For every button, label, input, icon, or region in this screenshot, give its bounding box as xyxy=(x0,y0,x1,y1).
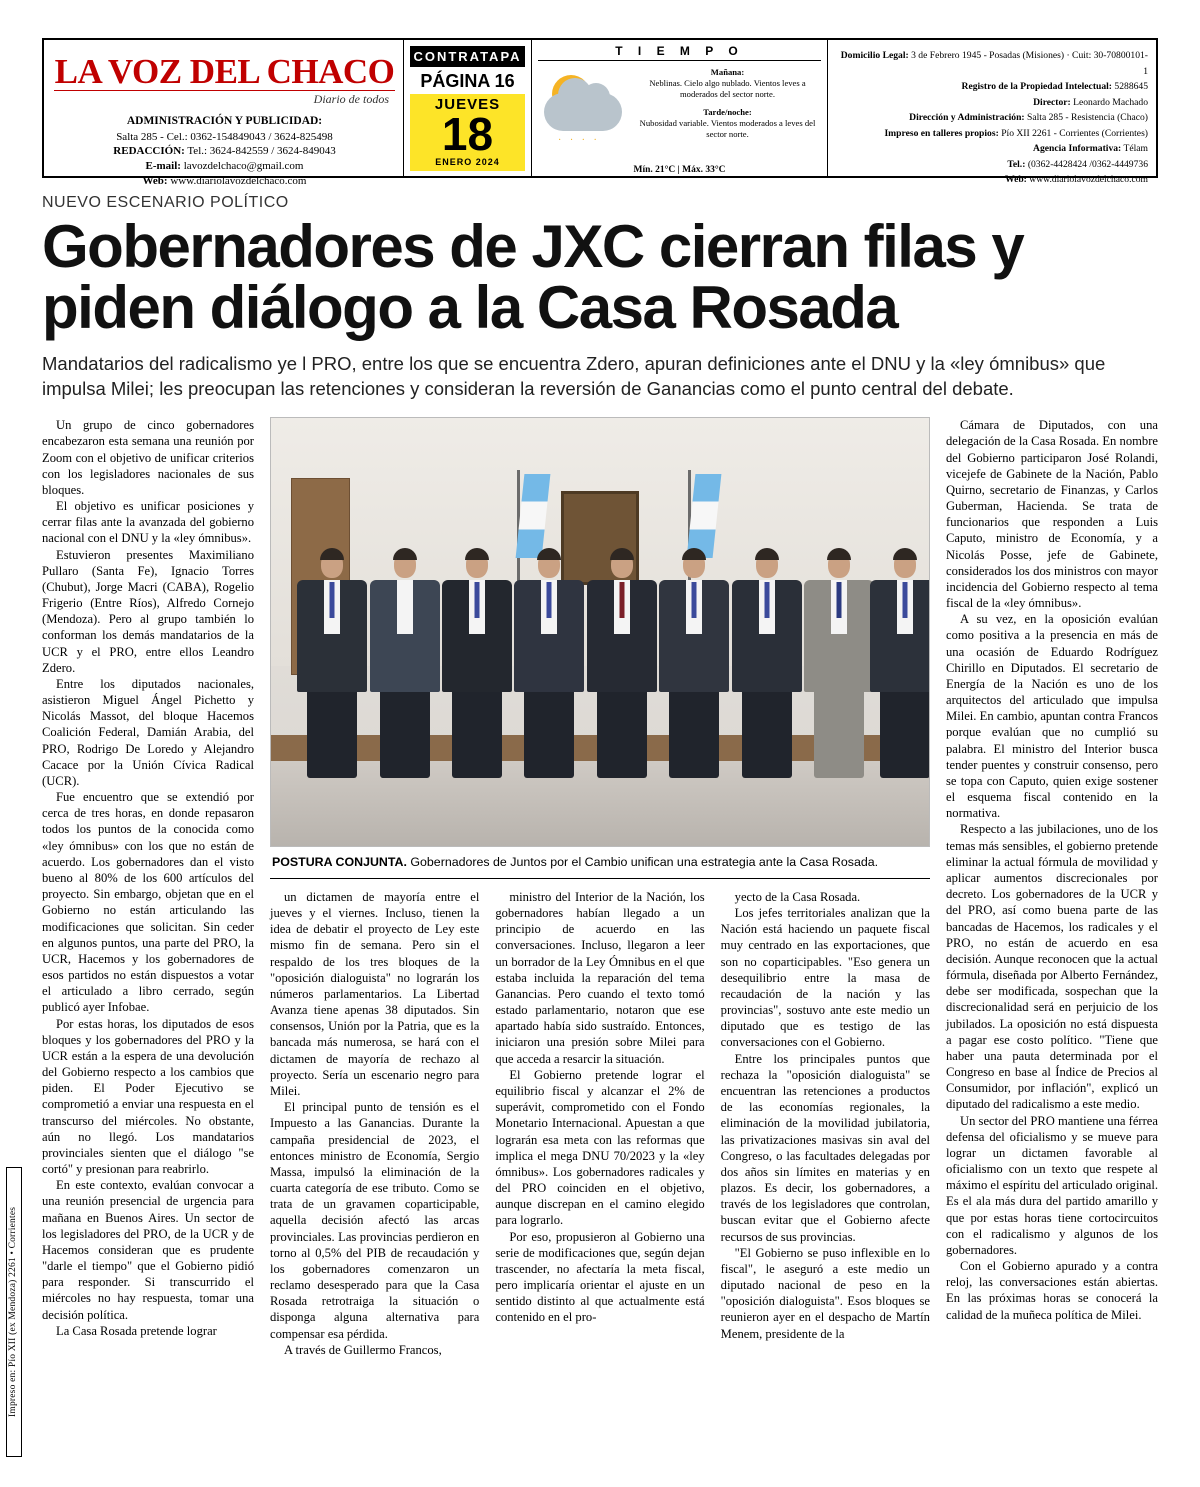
contratapa-block xyxy=(404,40,532,176)
legal-row xyxy=(836,172,1148,188)
legal-row xyxy=(836,95,1148,111)
legal-value: Pío XII 2261 - Corrientes (Corrientes) xyxy=(1001,127,1148,139)
article-center-block xyxy=(270,417,930,1358)
date-block xyxy=(410,94,525,171)
paragraph: Un grupo de cinco gobernadores encabezaron esta semana una reunión por Zoom con el objetivo de unificar criterios con los legisladores nacionales de sus bloques. xyxy=(42,418,254,497)
contratapa-label: CONTRATAPA xyxy=(410,46,525,67)
legal-value: 3 de Febrero 1945 - Posadas (Misiones) · Cuit: 30-70800101-1 xyxy=(911,50,1148,77)
weather-evening-text: Nubosidad variable. Vientos moderados a leves del sector norte. xyxy=(639,117,816,139)
paragraph: Estuvieron presentes Maximiliano Pullaro (Santa Fe), Ignacio Torres (Chubut), Jorge Macri (CABA), Rogelio Frigerio (Entre Ríos), Alfredo Cornejo (Mendoza). Pero al grupo también lo conforman los demás mandatarios de la UCR y el PRO, entre ellos Leandro Zdero. xyxy=(42,547,254,675)
paragraph: Fue encuentro que se extendió por cerca de tres horas, en donde repasaron todos los puntos de la conocida como «ley ómnibus» con los que no están de acuerdo. Los gobernadores dan el visto bueno al 80% de los 600 artículos del proyecto. Sin embargo, objetan que en el Gobierno no están articulando las modificaciones que solicitan. Sin ceder en algunos puntos, una parte del PRO, la UCR, Hacemos y los gobernadores de esos partidos no están dispuestos a votar el articulado a libro cerrado, según publicó ayer Infobae. xyxy=(42,790,254,1015)
paragraph: Respecto a las jubilaciones, uno de los temas más sensibles, el gobierno pretende eliminar la actual fórmula de movilidad y aplicar aumentos discrecionales por decreto. Los gobernadores de la UCR y del PRO, así como buena parte de las bancadas de Hacemos, los radicales y el PRO, no están de acuerdo en esa decisión. Aunque reconocen que la actual fórmula, diseñada por Alberto Fernández, debe ser modificada, sospechan que la discrecionalidad será en perjuicio de los jubilados. La oposición no está dispuesta a pagar ese costo político. "Tiene que haber una pauta determinada por el Congreso en base al Índice de Precios al Consumidor, por inflación", explicó un diputado del radicalismo a este medio. xyxy=(946,822,1158,1112)
paragraph: El Gobierno pretende lograr el equilibrio fiscal y alcanzar el 2% de superávit, comprometido con el Fondo Monetario Internacional. Apuestan a que lograrán esa meta con las reformas que implica el mega DNU 70/2023 y la «ley ómnibus». Los gobernadores radicales y del PRO coinciden en el objetivo, aunque discrepan en el camino elegido para lograrlo. xyxy=(495,1067,705,1228)
admin-title: ADMINISTRACIÓN Y PUBLICIDAD: xyxy=(126,115,323,127)
web-row xyxy=(54,174,395,189)
paragraph: Un sector del PRO mantiene una férrea defensa del oficialismo y se mueve para lograr un dictamen favorable al oficialismo con un texto que respete al máximo el espíritu del articulado original. Es el ala más dura del partido amarillo y que por estas horas tiene cortocircuitos con el radicalismo y algunos de los gobernadores. xyxy=(946,1113,1158,1257)
legal-label: Domicilio Legal: xyxy=(840,50,909,61)
newspaper-logo: LA VOZ DEL CHACO xyxy=(54,52,395,91)
weather-morning-label: Mañana: xyxy=(710,67,745,77)
paragraph: En este contexto, evalúan convocar a una reunión presencial de urgencia para mañana en Buenos Aires. Un sector de los legisladores del PRO, de la UCR y de Hacemos consideran que es prudente "darle el tiempo" que el Gobierno pidió para responder. Si transcurrido el miércoles no hay respuesta, tomar una decisión política. xyxy=(42,1178,254,1322)
day-number: 18 xyxy=(441,108,494,160)
legal-label: Agencia Informativa: xyxy=(1033,143,1122,155)
legal-label: Director: xyxy=(1033,96,1071,108)
email-row xyxy=(54,159,395,174)
weather-evening xyxy=(634,107,821,141)
month-year: ENERO 2024 xyxy=(435,156,500,167)
legal-value: Salta 285 - Resistencia (Chaco) xyxy=(1027,112,1148,124)
rain-drops-icon: · · · · xyxy=(558,135,600,146)
page-number-label: PÁGINA 16 xyxy=(420,71,515,91)
photo-caption xyxy=(270,847,930,879)
paragraph: Entre los principales puntos que rechaza la "oposición dialoguista" se encuentran las retenciones a productos de las economías regionales, la eliminación de la movilidad jubilatoria, las privatizaciones masivas sin aval del Congreso, o las facultades delegadas por dos años sin límites en materias y en plazos. Es decir, los gobernadores, a través de los legisladores que controlan, buscan evitar que el Gobierno afecte recursos de sus provincias. xyxy=(720,1051,930,1244)
weather-temperatures: Mín. 21°C | Máx. 33°C xyxy=(633,165,726,175)
paragraph: Entre los diputados nacionales, asistieron Miguel Ángel Pichetto y Nicolás Massot, del bloque Hacemos Coalición Federal, Damián Arabia, del PRO, Rodrigo De Loredo y Alejandro Cacace por la Unión Cívica Radical (UCR). xyxy=(42,676,254,788)
redaccion-row xyxy=(54,144,395,159)
article-body xyxy=(42,417,1158,1358)
web-value: www.diariolavozdelchaco.com xyxy=(170,175,307,188)
weekday: JUEVES xyxy=(434,96,501,113)
legal-label: Web: xyxy=(1005,174,1027,186)
paragraph: El objetivo es unificar posiciones y cerrar filas ante la avanzada del gobierno nacional con el DNU y la «ley ómnibus». xyxy=(42,499,254,546)
weather-evening-label: Tarde/noche: xyxy=(703,106,752,117)
masthead-identity xyxy=(44,40,404,188)
legal-row xyxy=(836,110,1148,126)
legal-label: Tel.: xyxy=(1007,158,1026,170)
weather-title: T I E M P O xyxy=(538,44,821,61)
photo-caption-text: Gobernadores de Juntos por el Cambio unifican una estrategia ante la Casa Rosada. xyxy=(406,855,879,870)
legal-label: Dirección y Administración: xyxy=(909,112,1025,124)
weather-block xyxy=(532,40,828,176)
newspaper-tagline: Diario de todos xyxy=(54,90,395,107)
paragraph: "El Gobierno se puso inflexible en lo fiscal", le aseguró a este medio un diputado nacional de peso en la "oposición dialoguista". Esos bloques se reunieron ayer en el despacho de Martín Menem, presidente de la xyxy=(720,1245,930,1341)
paragraph: Los jefes territoriales analizan que la Nación está haciendo un paquete fiscal muy centrado en las exportaciones, que son no coparticipables. "Eso genera un desequilibrio entre la masa de recaudación de la nación y las provincias", sostuvo ante este medio un diputado que es testigo de las conversaciones con el Gobierno. xyxy=(720,906,930,1050)
legal-row xyxy=(836,79,1148,95)
legal-label: Impreso en talleres propios: xyxy=(884,127,999,139)
legal-row xyxy=(836,126,1148,142)
email-value: lavozdelchaco@gmail.com xyxy=(183,160,304,173)
paragraph: Por estas horas, los diputados de esos bloques y los gobernadores del PRO y la UCR están a la espera de una devolución del Gobierno respecto a los cambios que piden. El Poder Ejecutivo se comprometió a enviar una respuesta en el transcurso del miércoles. No obstante, aún no llegó. Los mandatarios provinciales sienten que el diálogo "se cortó" y presionan para reabrirlo. xyxy=(42,1016,254,1177)
paragraph: yecto de la Casa Rosada. xyxy=(734,889,861,904)
paragraph: Por eso, propusieron al Gobierno una serie de modificaciones que, según dejan trascender, no afectaría la meta fiscal, pero implicaría orientar el ajuste en un sentido distinto al que actualmente está contenido en el pro- xyxy=(495,1229,705,1325)
paragraph: La Casa Rosada pretende lograr xyxy=(56,1323,217,1338)
legal-value: Leonardo Machado xyxy=(1073,96,1148,108)
page-title: Gobernadores de JXC cierran filas y piden diálogo a la Casa Rosada xyxy=(42,213,1024,342)
redaccion-tels: Tel.: 3624-842559 / 3624-849043 xyxy=(187,145,336,158)
article-kicker: NUEVO ESCENARIO POLÍTICO xyxy=(42,194,289,211)
legal-value: 5288645 xyxy=(1114,81,1148,93)
sun-cloud-icon xyxy=(538,65,634,161)
paragraph: El principal punto de tensión es el Impuesto a las Ganancias. Durante la campaña presidencial de 2023, el entonces ministro de Economía, Sergio Massa, impulsó la eliminación de la cuarta categoría de ese tributo. Como se trata de un gravamen coparticipable, aquella decisión afectó las arcas provinciales. Las provincias perdieron en torno al 0,5% del PIB de recaudación y los gobernadores comenzaron un reclamo desesperado para que la Casa Rosada retrotraiga la situación o disponga alguna alternativa para compensar esa pérdida. xyxy=(270,1100,480,1341)
legal-row xyxy=(836,141,1148,157)
article-subhead: Mandatarios del radicalismo ye l PRO, entre los que se encuentra Zdero, apuran definiciones ante el DNU y la «ley ómnibus» que impulsa Milei; les preocupan las retenciones y consideran la reversión de Ganancias como el punto central del debate. xyxy=(42,353,1106,399)
paragraph: un dictamen de mayoría entre el jueves y el viernes. Incluso, tienen la idea de debatir el proyecto de Ley este mismo fin de semana. Pero sin el respaldo de los tres bloques de la "oposición dialoguista" no lograrán los números parlamentarios. La Libertad Avanza tiene apenas 38 diputados. Sin consensos, Unión por la Patria, que es la bancada más numerosa, se hará con el dictamen de mayoría de rechazo al proyecto. Sería un escenario negro para Milei. xyxy=(270,889,480,1098)
legal-value: www.diariolavozdelchaco.com xyxy=(1029,174,1148,186)
admin-address: Salta 285 - Cel.: 0362-154849043 / 3624-825498 xyxy=(116,130,333,143)
legal-label: Registro de la Propiedad Intelectual: xyxy=(961,81,1113,93)
redaccion-label: REDACCIÓN: xyxy=(113,145,185,158)
legal-value: (0362-4428424 /0362-4449736 xyxy=(1027,158,1148,170)
web-label: Web: xyxy=(142,175,168,188)
email-label: E-mail: xyxy=(145,160,181,173)
photo-caption-lead: POSTURA CONJUNTA. xyxy=(272,855,407,870)
article-photo xyxy=(270,417,930,847)
paragraph: Con el Gobierno apurado y a contra reloj, las conversaciones están abiertas. En las próximas horas se conocerá la calidad de la muñeca política de Milei. xyxy=(946,1259,1158,1322)
article-column-2 xyxy=(270,889,479,1358)
legal-info-block xyxy=(828,40,1156,186)
legal-row xyxy=(836,157,1148,173)
article-column-4 xyxy=(721,889,930,1358)
article-column-1 xyxy=(42,417,254,1358)
photo-block xyxy=(270,417,930,879)
weather-morning xyxy=(634,67,821,101)
weather-morning-text: Neblinas. Cielo algo nublado. Vientos leves a moderados del sector norte. xyxy=(649,78,806,100)
legal-value: Télam xyxy=(1123,143,1148,155)
article-column-5 xyxy=(946,417,1158,1358)
masthead xyxy=(42,38,1158,188)
paragraph: A su vez, en la oposición evalúan como positiva a la presencia en más de una ocasión de Eduardo Rodríguez Chirillo en Diputados. El secretario de Energía de la Nación es uno de los arquitectos del articulado que impulsa Milei. En cambio, apuntan contra Francos porque evalúan que no cumplió su palabra. El ministro del Interior busca tender puentes y construir consenso, pero se topa con Caputo, quien exige sostener el esquema fiscal contenido en la normativa. xyxy=(946,612,1158,821)
print-spine-note: Impreso en: Pío XII (ex Mendoza) 2261 • Corrientes xyxy=(6,1167,22,1457)
paragraph: Cámara de Diputados, con una delegación de la Casa Rosada. En nombre del Gobierno participaron José Rolandi, vicejefe de Gabinete de la Nación, Pablo Quirno, secretario de Finanzas, y Carlos Guberman, Hacienda. Se trata de funcionarios que responden a Luis Caputo, ministro de Economía, y a Nicolás Posse, jefe de Gabinete, considerados los dos ministros con mayor incidencia del Gobierno respecto al tema fiscal de la «ley ómnibus». xyxy=(946,418,1158,611)
article-column-3 xyxy=(495,889,704,1358)
paragraph: ministro del Interior de la Nación, los gobernadores habían llegado a un principio de acuerdo en las conversaciones. Incluso, llegaron a leer un borrador de la Ley Ómnibus en el que estaba incluida la reparación del tema Ganancias. Pero cuando el texto tomó estado parlamentario, notaron que ese apartado había sido sustraído. Entonces, iniciaron una presión sobre Milei para que acceda a resarcir la situación. xyxy=(495,889,705,1066)
paragraph: A través de Guillermo Francos, xyxy=(284,1342,442,1357)
legal-row xyxy=(836,48,1148,79)
